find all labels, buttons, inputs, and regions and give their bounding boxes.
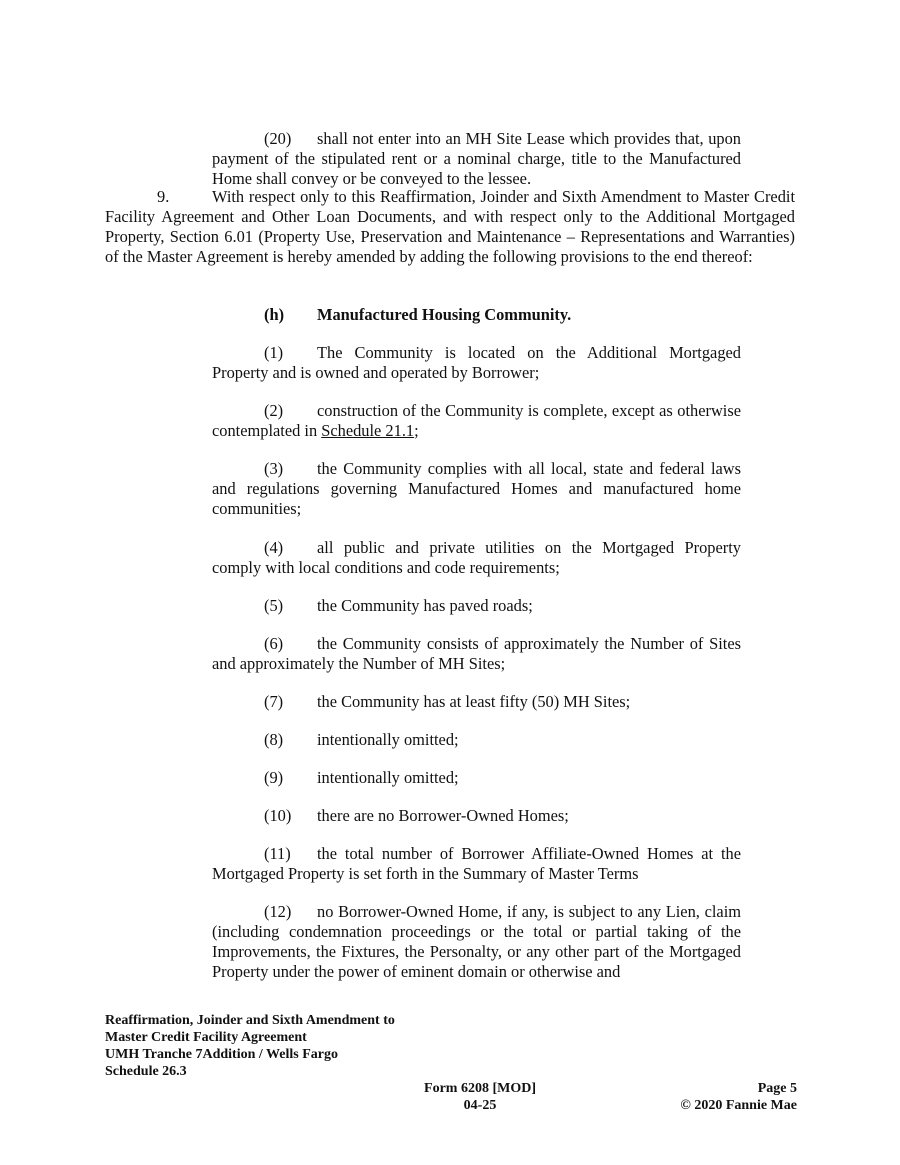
clause-2 — [212, 401, 741, 441]
footer-line: UMH Tranche 7Addition / Wells Fargo — [105, 1047, 338, 1062]
footer-document-title — [105, 1012, 395, 1080]
section-text: With respect only to this Reaffirmation, Joinder and Sixth Amendment to Master Credit Facility Agreement and Other Loan Documents, and with respect only to the Additional Mortgaged Property, Section 6.01 (Property Use, Preservation and Maintenance – Representations and Warranties) of the Master Agreement is hereby amended by adding the following provisions to the end thereof: — [105, 187, 795, 266]
clause-text: shall not enter into an MH Site Lease which provides that, upon payment of the stipulated rent or a nominal charge, title to the Manufactured Home shall convey or be conveyed to the lessee. — [212, 129, 741, 188]
clause-7 — [212, 692, 741, 712]
clause-1 — [212, 343, 741, 383]
clause-text: all public and private utilities on the Mortgaged Property comply with local conditions and code requirements; — [212, 538, 741, 577]
clause-number: (11) — [264, 844, 291, 863]
clause-number: (3) — [264, 459, 284, 478]
form-number: Form 6208 [MOD] — [424, 1081, 536, 1096]
clause-9 — [212, 768, 741, 788]
clause-number: (1) — [264, 343, 284, 362]
clause-text: the Community has at least fifty (50) MH Sites; — [317, 692, 631, 711]
clause-8 — [212, 730, 741, 750]
copyright: © 2020 Fannie Mae — [680, 1098, 797, 1113]
clause-number: (4) — [264, 538, 284, 557]
clause-text: no Borrower-Owned Home, if any, is subject to any Lien, claim (including condemnation proceedings or the total or partial taking of the Improvements, the Fixtures, the Personalty, or any other part of the Mortgaged Property under the power of eminent domain or otherwise and — [212, 902, 741, 981]
clause-5 — [212, 596, 741, 616]
clause-20 — [212, 129, 741, 189]
clause-text: intentionally omitted; — [317, 768, 459, 787]
clause-text: intentionally omitted; — [317, 730, 459, 749]
clause-number: (2) — [264, 401, 284, 420]
clause-text: the Community consists of approximately the Number of Sites and approximately the Number of MH Sites; — [212, 634, 741, 673]
clause-10 — [212, 806, 741, 826]
footer-line: Master Credit Facility Agreement — [105, 1030, 307, 1045]
clause-text: there are no Borrower-Owned Homes; — [317, 806, 569, 825]
clause-text-end: ; — [414, 421, 419, 440]
heading-text: Manufactured Housing Community. — [317, 305, 572, 324]
clause-11 — [212, 844, 741, 884]
clause-number: (10) — [264, 806, 292, 825]
clause-number: (8) — [264, 730, 284, 749]
clause-text: the total number of Borrower Affiliate-Owned Homes at the Mortgaged Property is set forth in the Summary of Master Terms — [212, 844, 741, 883]
form-date: 04-25 — [463, 1098, 497, 1113]
footer-line: Reaffirmation, Joinder and Sixth Amendment to — [105, 1013, 395, 1028]
clause-number: (5) — [264, 596, 284, 615]
heading-number: (h) — [264, 305, 285, 324]
clause-number: (7) — [264, 692, 284, 711]
footer-page-info — [680, 1080, 797, 1114]
footer-line: Schedule 26.3 — [105, 1064, 187, 1079]
clause-text: construction of the Community is complete, except as otherwise contemplated in — [212, 401, 741, 440]
clause-number: (9) — [264, 768, 284, 787]
clause-12 — [212, 902, 741, 982]
clause-text: The Community is located on the Additional Mortgaged Property and is owned and operated by Borrower; — [212, 343, 741, 382]
clause-text: the Community has paved roads; — [317, 596, 533, 615]
clause-number: (12) — [264, 902, 292, 921]
clause-text: the Community complies with all local, state and federal laws and regulations governing Manufactured Homes and manufactured home communities; — [212, 459, 741, 518]
clause-3 — [212, 459, 741, 519]
section-number: 9. — [157, 187, 170, 206]
clause-number: (20) — [264, 129, 292, 148]
clause-6 — [212, 634, 741, 674]
heading-h — [212, 305, 741, 325]
schedule-reference: Schedule 21.1 — [321, 421, 415, 440]
page-number: Page 5 — [757, 1081, 797, 1096]
clause-number: (6) — [264, 634, 284, 653]
section-9 — [105, 187, 795, 267]
clause-4 — [212, 538, 741, 578]
footer-form — [400, 1080, 560, 1114]
